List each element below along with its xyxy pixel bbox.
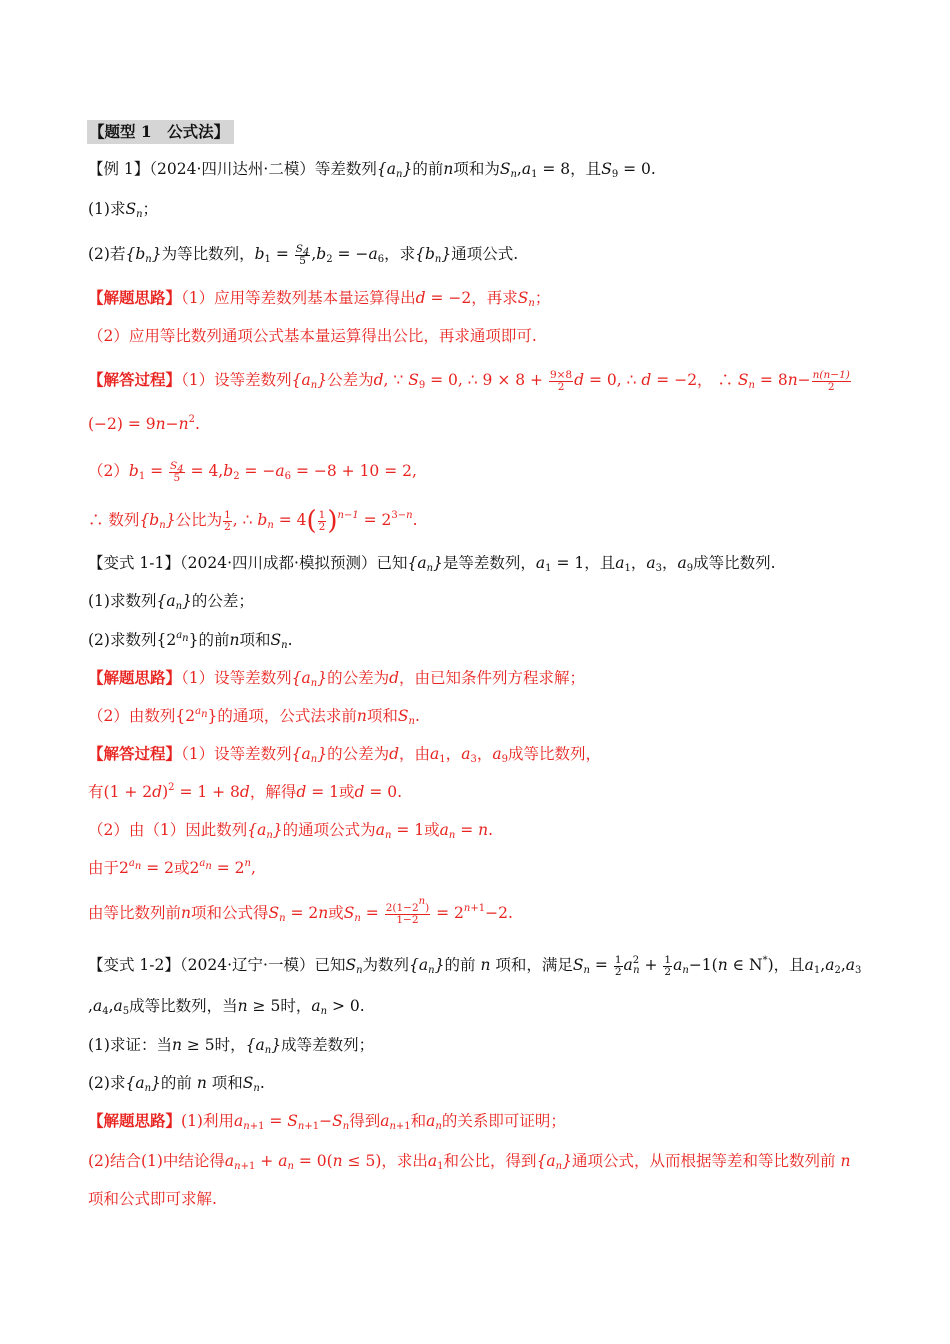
example-1-solution-1: 【解答过程】（1）设等差数列$\{a_n\}$公差为d, ∵ $S_9 = 0$, ∴ 9 × 8 + $\frac{9\times 8}{2}$ d = 0, ∴ d = −2， ∴ $S_n = 8n-$ $\frac{n(n-1)}{2}$ <box>88 368 850 393</box>
variant-1-2-hint-3: 项和公式即可求解. <box>88 1190 217 1208</box>
variant-1-1-solution-1: 【解答过程】（1）设等差数列$\{a_n\}$的公差为d，由$a_1$，$a_3$，$a_9$成等比数列， <box>88 744 601 765</box>
variant-1-2-part-1: (1)求证：当n ≥ 5时，$\{a_n\}$成等差数列； <box>88 1036 375 1056</box>
example-1-question: 【例 1】（2024·四川达州·二模）等差数列$\{a_n\}$的前n项和为$S_n,a_1 = 8$，且$S_9 = 0$. <box>88 160 656 180</box>
example-1-solution-3: $(2)b_1$ = $\frac{S_4}{5}$ = $4,b_2 = -a_6 = -8 + 10 = 2$, <box>88 459 417 484</box>
variant-1-2-hint-2: (2)结合(1)中结论得$a_{n+1} + a_n = 0(n \le 5)$，求出$a_1$和公比，得到$\{a_n\}$通项公式，从而根据等差和等比数列前 n <box>88 1152 851 1172</box>
example-1-hint-1: 【解题思路】（1）应用等差数列基本量运算得出d = −2，再求$S_n$； <box>88 288 551 309</box>
variant-1-1-solution-3: （2）由（1）因此数列$\{a_n\}$的通项公式为$a_n = 1$或$a_n = n$. <box>88 821 494 841</box>
example-1-solution-4: ∴ 数列$\{b_n\}$公比为 $\frac{1}{2}$ , ∴ $b_n = 4$( $\frac{1}{2}$ )$^{n-1} = 2^{3-n}$. <box>88 506 418 536</box>
variant-1-1-question: 【变式 1-1】（2024·四川成都·模拟预测）已知$\{a_n\}$是等差数列，$a_1 = 1$，且$a_1$，$a_3$，$a_9$成等比数列. <box>88 554 776 574</box>
variant-1-1-hint-1: 【解题思路】（1）设等差数列$\{a_n\}$的公差为d，由已知条件列方程求解； <box>88 668 586 689</box>
example-1-solution-2: $(-2) = 9n-n^2$. <box>88 414 200 433</box>
section-heading: 【题型 1 公式法】 <box>87 120 234 144</box>
variant-1-1-solution-5: 由等比数列前n项和公式得$S_n = 2n$或$S_n$ = $\frac{2(1-2^n)}{1-2}$ = $2^{n+1}-2$. <box>88 896 513 926</box>
variant-1-2-hint-1: 【解题思路】(1)利用$a_{n+1} = S_{n+1}-S_n$得到$a_{n+1}$和$a_n$的关系即可证明； <box>88 1111 566 1132</box>
variant-1-1-part-2: (2)求数列$\{2^{a_n}\}$的前n项和$S_n$. <box>88 630 293 651</box>
variant-1-1-solution-4: 由于$2^{a_n} = 2$或$2^{a_n} = 2^n$, <box>88 858 256 877</box>
variant-1-1-solution-2: 有$(1 + 2d)^2 = 1 + 8d$，解得d = 1或d = 0. <box>88 782 403 801</box>
variant-1-2-question: 【变式 1-2】（2024·辽宁·一模）已知$S_n$为数列$\{a_n\}$的前 n 项和，满足$S_n$ = $\frac{1}{2}$ $a^2_n$ + $\frac{1}{2}$ $a_n-1(n$ ∈ N*)，且$a_1,a_2,a_3$ <box>88 953 862 978</box>
example-1-part-1: (1)求$S_n$； <box>88 200 159 220</box>
variant-1-2-question-cont: $,a_4,a_5$成等比数列，当n ≥ 5时，$a_n > 0$. <box>88 997 365 1017</box>
example-1-hint-2: （2）应用等比数列通项公式基本量运算得出公比，再求通项即可. <box>88 327 537 345</box>
example-1-part-2: (2)若$\{b_n\}$为等比数列，$b_1$ = $\frac{S_4}{5}$ $,b_2 = -a_6$，求$\{b_n\}$通项公式. <box>88 242 519 267</box>
variant-1-2-part-2: (2)求$\{a_n\}$的前 n 项和$S_n$. <box>88 1074 265 1094</box>
variant-1-1-hint-2: （2）由数列$\{2^{a_n}\}$的通项，公式法求前n项和$S_n$. <box>88 706 420 727</box>
variant-1-1-part-1: (1)求数列$\{a_n\}$的公差； <box>88 592 254 612</box>
